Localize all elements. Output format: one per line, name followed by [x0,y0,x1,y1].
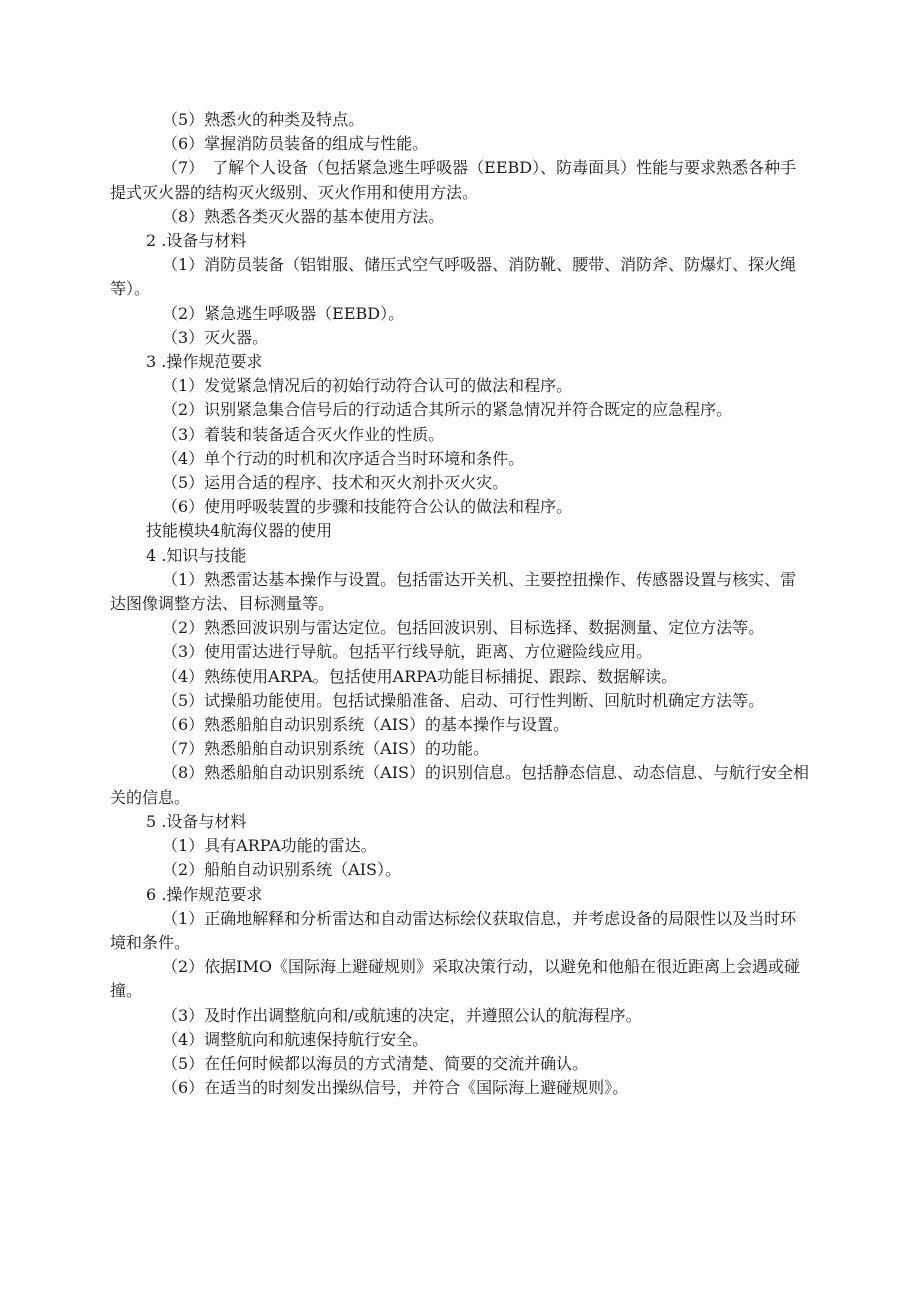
paragraph: （1）发觉紧急情况后的初始行动符合认可的做法和程序。 [162,376,573,396]
paragraph: （1）消防员装备（铝钳服、储压式空气呼吸器、消防靴、腰带、消防斧、防爆灯、探火绳等）。 [110,255,797,299]
document-body [110,108,810,1100]
paragraph: （4）调整航向和航速保持航行安全。 [162,1029,429,1049]
paragraph: （6）在适当的时刻发出操纵信号，并符合《国际海上避碰规则》。 [162,1078,629,1098]
paragraph: （2）船舶自动识别系统（AIS）。 [162,860,402,880]
section-heading: 6 .操作规范要求 [146,884,263,904]
paragraph: （6）掌握消防员装备的组成与性能。 [162,134,429,154]
section-heading: 3 .操作规范要求 [146,352,263,372]
paragraph: （1）正确地解释和分析雷达和自动雷达标绘仪获取信息，并考虑设备的局限性以及当时环境和条件。 [110,908,797,952]
paragraph: （2）识别紧急集合信号后的行动适合其所示的紧急情况并符合既定的应急程序。 [162,400,733,420]
paragraph: （8）熟悉船舶自动识别系统（AIS）的识别信息。包括静态信息、动态信息、与航行安全相关的信息。 [110,763,810,807]
paragraph: （6）使用呼吸装置的步骤和技能符合公认的做法和程序。 [162,497,573,517]
paragraph: （5）熟悉火的种类及特点。 [162,110,365,129]
section-heading: 4 .知识与技能 [146,545,247,565]
paragraph: （3）及时作出调整航向和/或航速的决定，并遵照公认的航海程序。 [162,1005,642,1025]
paragraph: （5）试操船功能使用。包括试操船准备、启动、可行性判断、回航时机确定方法等。 [162,690,765,710]
paragraph: （6）熟悉船舶自动识别系统（AIS）的基本操作与设置。 [162,715,570,735]
section-heading: 5 .设备与材料 [146,811,247,831]
paragraph: （3）灭火器。 [162,327,269,347]
paragraph: （3）使用雷达进行导航。包括平行线导航，距离、方位避险线应用。 [162,642,653,662]
paragraph: （2）紧急逃生呼吸器（EEBD）。 [162,303,405,323]
paragraph: （3）着装和装备适合灭火作业的性质。 [162,424,445,444]
paragraph: （2）依据IMO《国际海上避碰规则》采取决策行动，以避免和他船在很近距离上会遇或碰撞。 [110,957,801,1001]
paragraph: （1）具有ARPA功能的雷达。 [162,836,377,856]
paragraph: （7） 了解个人设备（包括紧急逃生呼吸器（EEBD）、防毒面具）性能与要求熟悉各种手提式灭火器的结构灭火级别、灭火作用和使用方法。 [110,158,797,202]
paragraph: （4）熟练使用ARPA。包括使用ARPA功能目标捕捉、跟踪、数据解读。 [162,666,678,686]
paragraph: （4）单个行动的时机和次序适合当时环境和条件。 [162,448,525,468]
section-heading: 2 .设备与材料 [146,231,247,251]
paragraph: （5）在任何时候都以海员的方式清楚、简要的交流并确认。 [162,1053,589,1073]
module-heading: 技能模块4航海仪器的使用 [146,521,333,541]
paragraph: （5）运用合适的程序、技术和灭火剂扑灭火灾。 [162,473,509,493]
paragraph: （8）熟悉各类灭火器的基本使用方法。 [162,206,445,226]
paragraph: （7）熟悉船舶自动识别系统（AIS）的功能。 [162,739,490,759]
paragraph: （2）熟悉回波识别与雷达定位。包括回波识别、目标选择、数据测量、定位方法等。 [162,618,765,638]
paragraph: （1）熟悉雷达基本操作与设置。包括雷达开关机、主要控扭操作、传感器设置与核实、雷达图像调整方法、目标测量等。 [110,569,797,614]
